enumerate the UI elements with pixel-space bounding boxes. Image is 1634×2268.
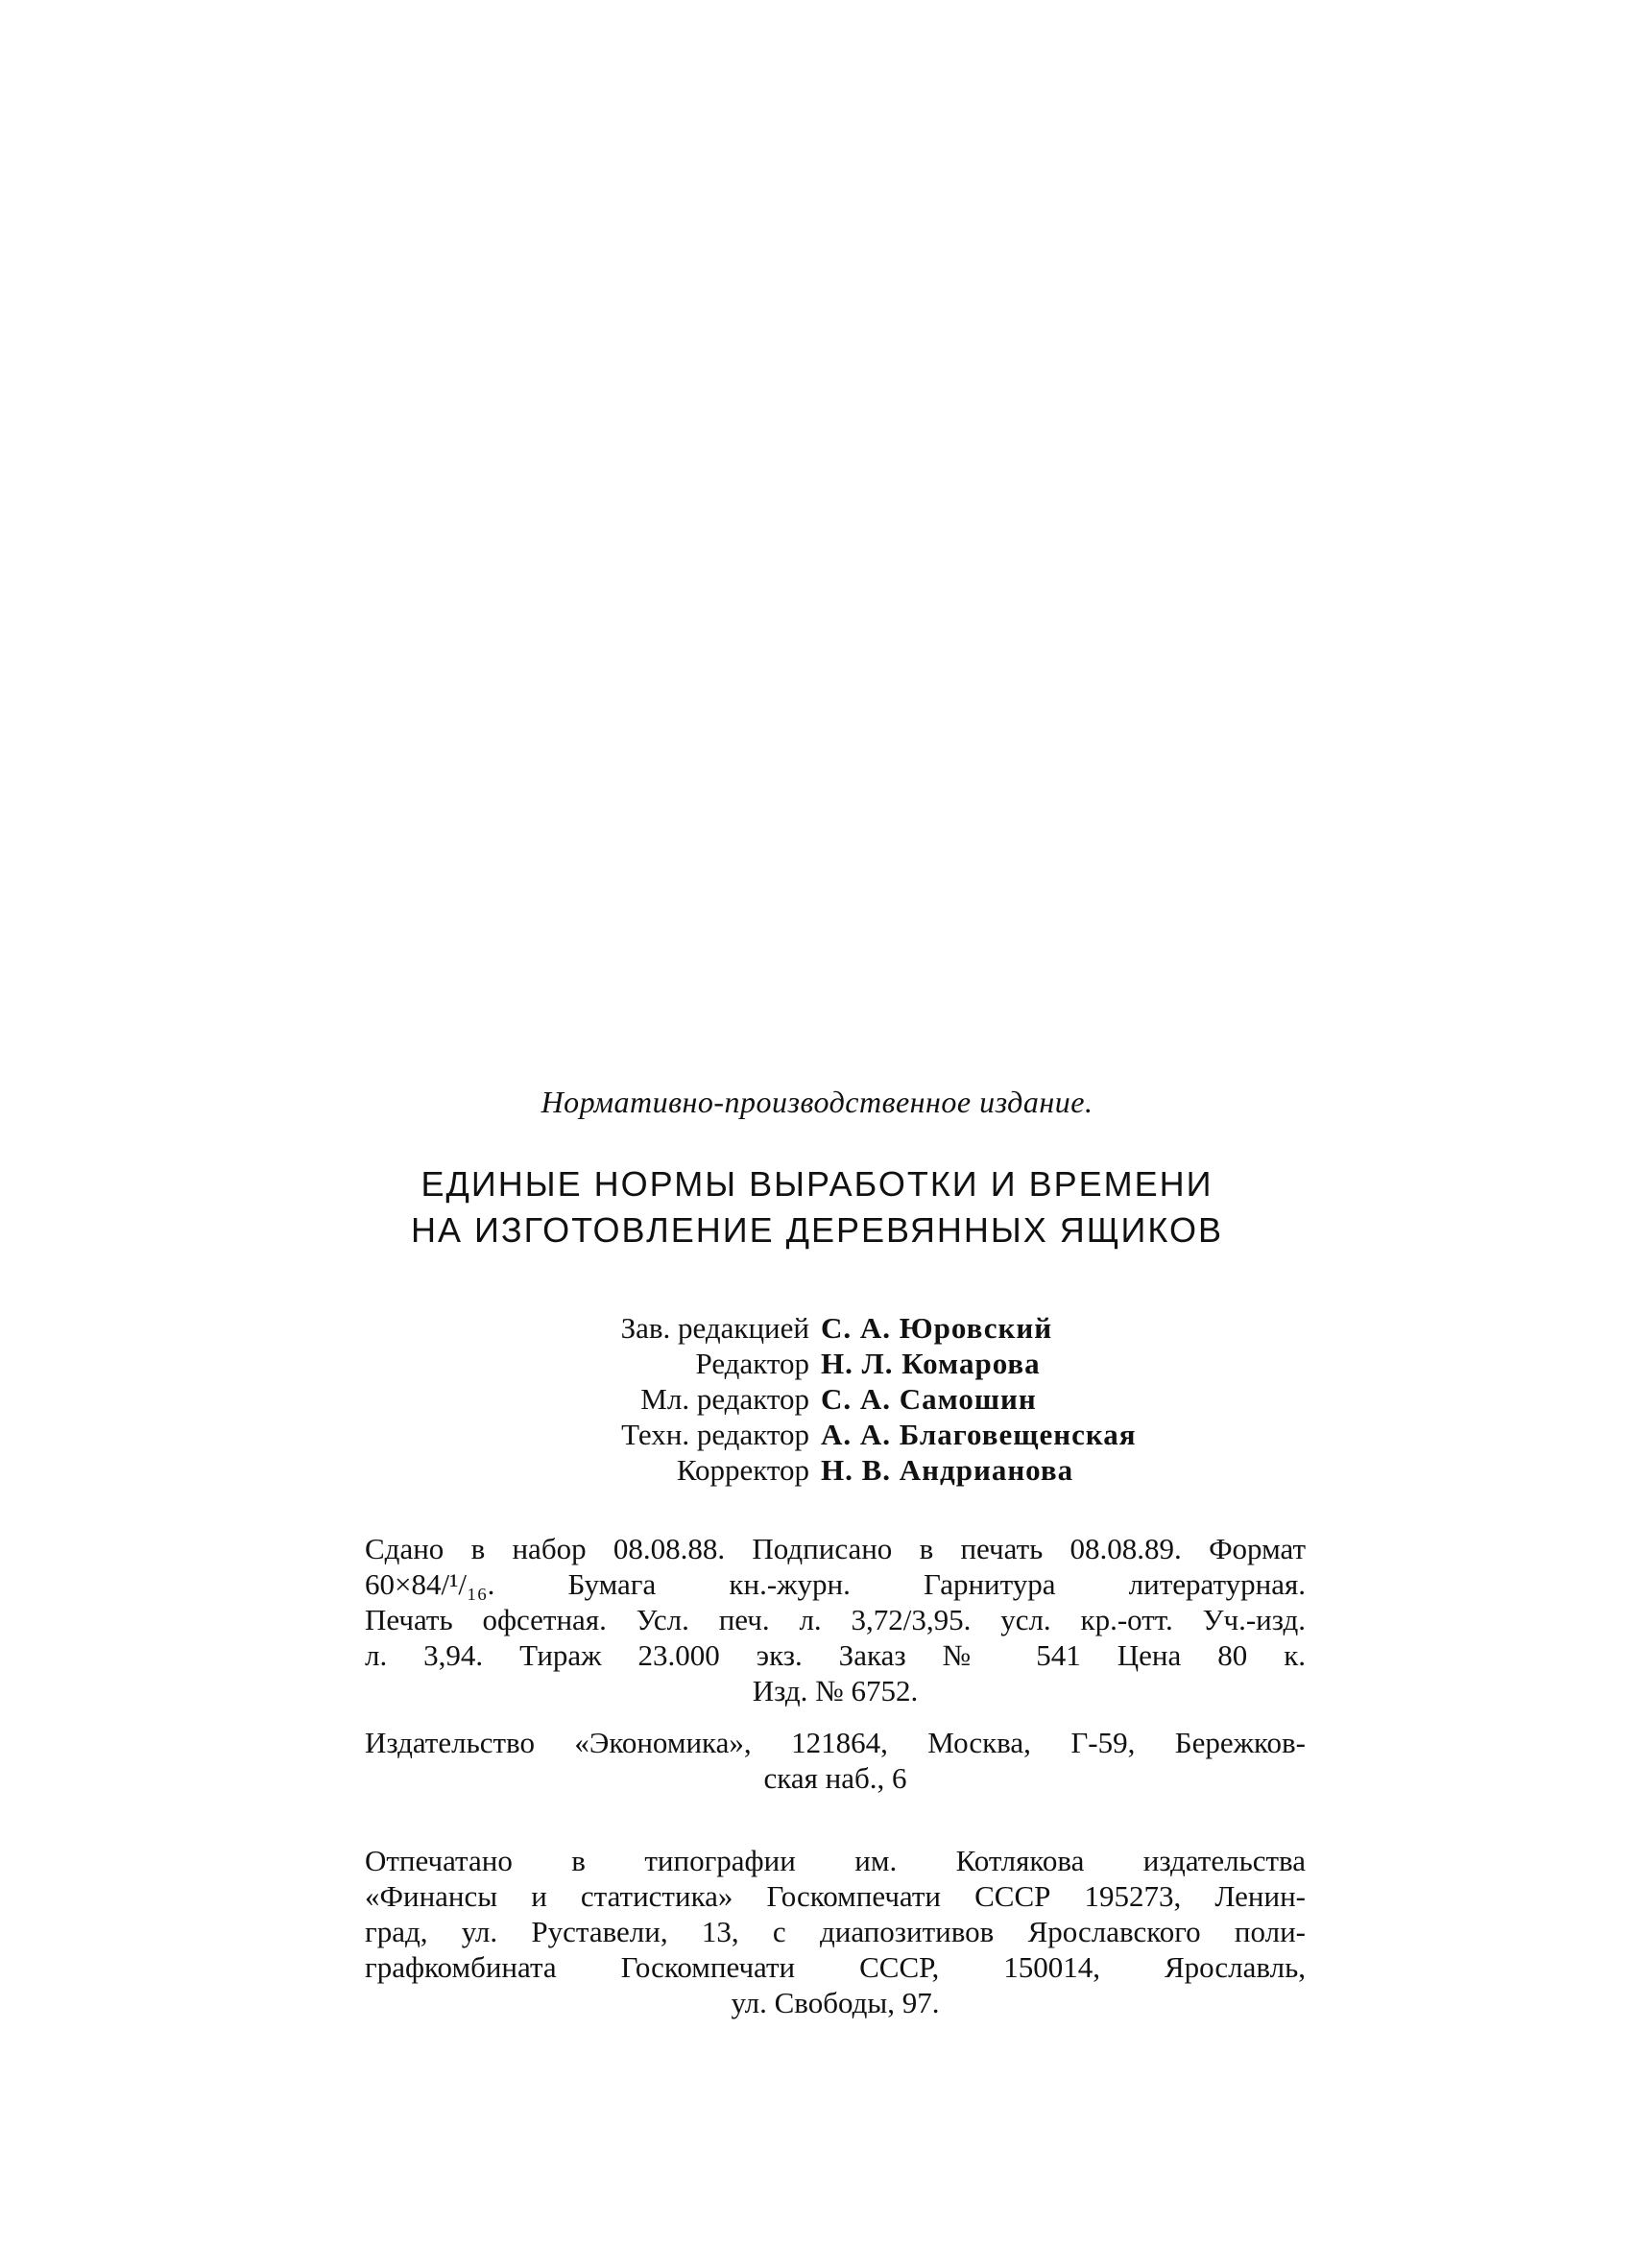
publisher-line: Издательство «Экономика», 121864, Москва, Г-59, Бережков-	[365, 1726, 1306, 1759]
printing-house-line: графкомбината Госкомпечати СССР, 150014, Ярославль,	[365, 1950, 1306, 1984]
credits-list	[0, 1310, 1634, 1488]
credit-name: С. А. Юровский	[821, 1311, 1053, 1345]
printing-house-block	[365, 1843, 1306, 2020]
credit-row	[0, 1452, 1634, 1488]
print-info-line: Сдано в набор 08.08.88. Подписано в печать 08.08.89. Формат	[365, 1532, 1306, 1565]
print-info-line: л. 3,94. Тираж 23.000 экз. Заказ № 541 Цена 80 к.	[365, 1638, 1306, 1672]
print-info-last-line: Изд. № 6752.	[752, 1674, 919, 1707]
print-info-line: Печать офсетная. Усл. печ. л. 3,72/3,95. усл. кр.-отт. Уч.-изд.	[365, 1603, 1306, 1636]
print-info-line: 60×84/¹/₁₆. Бумага кн.-журн. Гарнитура литературная.	[365, 1567, 1306, 1601]
credit-row	[0, 1346, 1634, 1381]
credit-name: С. А. Самошин	[821, 1382, 1037, 1416]
credit-name: А. А. Благовещенская	[821, 1418, 1137, 1451]
edition-type: Нормативно-производственное издание.	[541, 1085, 1093, 1119]
credit-role: Редактор	[695, 1347, 809, 1380]
credit-role: Зав. редакцией	[620, 1311, 809, 1345]
credit-row	[0, 1417, 1634, 1452]
book-title-line: ЕДИНЫЕ НОРМЫ ВЫРАБОТКИ И ВРЕМЕНИ	[421, 1164, 1213, 1204]
printing-house-line: град, ул. Руставели, 13, с диапозитивов Ярославского поли-	[365, 1915, 1306, 1948]
credit-name: Н. Л. Комарова	[821, 1347, 1041, 1380]
credit-name: Н. В. Андрианова	[821, 1453, 1074, 1487]
printing-house-last-line: ул. Свободы, 97.	[731, 1986, 940, 2019]
credit-role: Мл. редактор	[640, 1382, 809, 1416]
book-title-line: НА ИЗГОТОВЛЕНИЕ ДЕРЕВЯННЫХ ЯЩИКОВ	[411, 1210, 1223, 1250]
printing-house-line: Отпечатано в типографии им. Котлякова издательства	[365, 1844, 1306, 1877]
credit-role: Корректор	[676, 1453, 809, 1487]
credit-row	[0, 1310, 1634, 1346]
publisher-block	[365, 1725, 1306, 1796]
print-info-block	[365, 1531, 1306, 1708]
credit-role: Техн. редактор	[621, 1418, 809, 1451]
credit-row	[0, 1381, 1634, 1417]
printing-house-line: «Финансы и статистика» Госкомпечати СССР 195273, Ленин-	[365, 1879, 1306, 1913]
book-title	[0, 1161, 1634, 1253]
publisher-last-line: ская наб., 6	[763, 1761, 907, 1795]
